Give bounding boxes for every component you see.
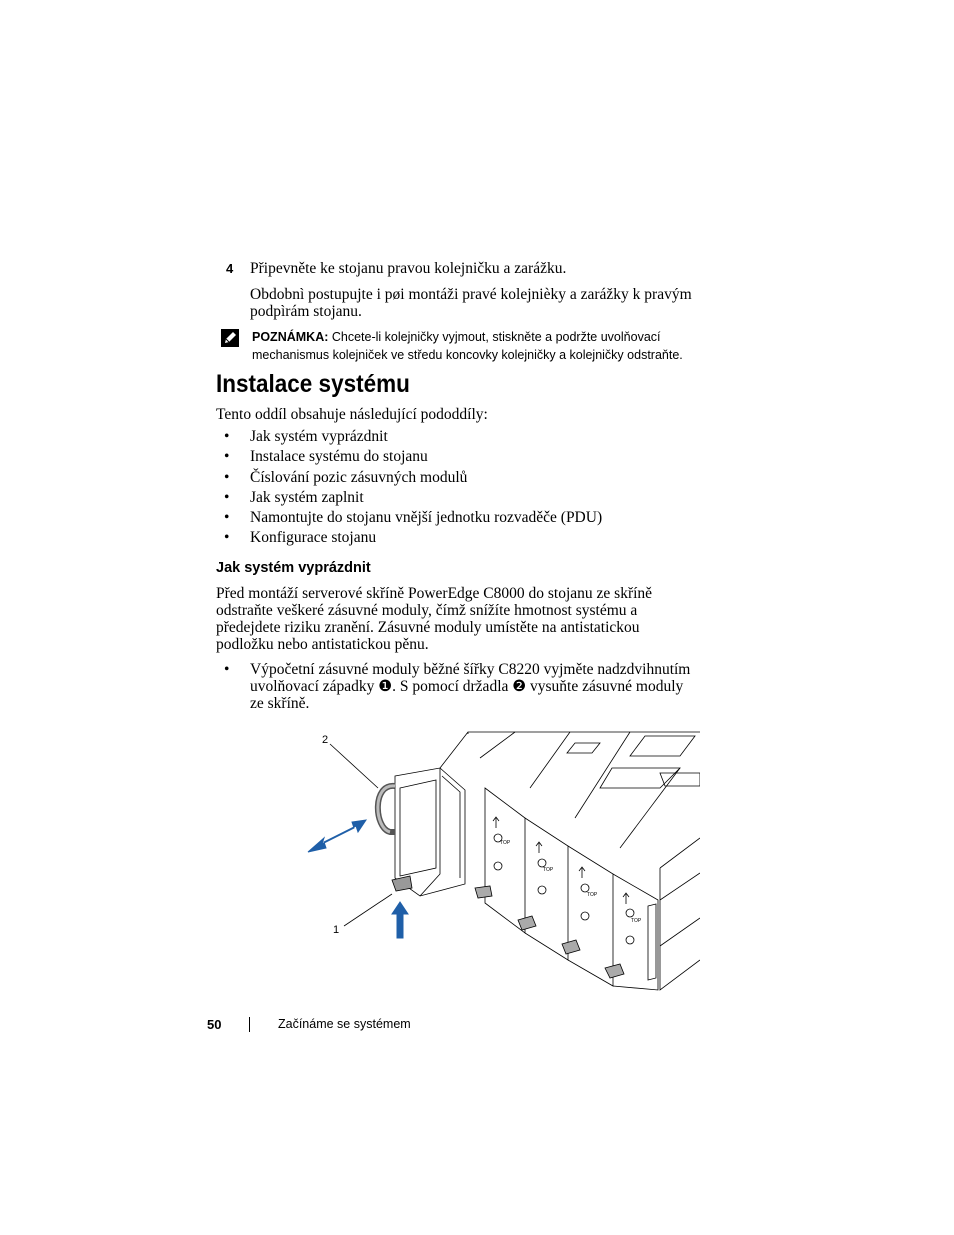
list-item: • Jak systém zaplnit bbox=[224, 489, 602, 509]
list-item: • Jak systém vyprázdnit bbox=[224, 428, 602, 448]
callout-2-label: 2 bbox=[322, 734, 329, 746]
note-label: POZNÁMKA: bbox=[252, 330, 329, 344]
section-title: Instalace systému bbox=[216, 370, 410, 398]
list-item: • Číslování pozic zásuvných modulů bbox=[224, 469, 602, 489]
footer-chapter-title: Začínáme se systémem bbox=[278, 1017, 411, 1031]
instruction-line-2: uvolňovací západky ❶. S pomocí držadla ❷ vysuňte zásuvné moduly bbox=[250, 678, 684, 695]
paragraph-line-1: Před montáží serverové skříně PowerEdge C8000 do stojanu ze skříně bbox=[216, 585, 653, 602]
slot-top-label: TOP bbox=[631, 918, 642, 924]
list-item: • Konfigurace stojanu bbox=[224, 529, 602, 549]
bullet-dot: • bbox=[224, 661, 230, 678]
callout-1-label: 1 bbox=[333, 924, 340, 936]
section-intro: Tento oddíl obsahuje následující pododdíly: bbox=[216, 406, 488, 423]
note-line-1: Chcete-li kolejničky vyjmout, stiskněte a podržte uvolňovací bbox=[331, 330, 661, 344]
step-text: Připevněte ke stojanu pravou kolejničku a zarážku. bbox=[250, 260, 567, 277]
step-number: 4 bbox=[226, 261, 234, 276]
paragraph-line-2: odstraňte veškeré zásuvné moduly, čímž snížíte hmotnost systému a bbox=[216, 602, 638, 619]
footer-divider bbox=[249, 1017, 250, 1032]
note-pencil-icon bbox=[220, 328, 240, 348]
subsection-paragraph bbox=[216, 585, 686, 653]
sled-removal-illustration bbox=[300, 728, 700, 998]
instruction-text bbox=[250, 661, 712, 712]
instruction-line-1: Výpočetní zásuvné moduly běžné šířky C8220 vyjměte nadzdvihnutím bbox=[250, 661, 691, 678]
paragraph-line-4: podložku nebo antistatickou pěnu. bbox=[216, 636, 429, 653]
slide-direction-arrow-icon bbox=[308, 820, 366, 852]
instruction-line-3: ze skříně. bbox=[250, 695, 310, 712]
step-subtext-line-2: podpìrám stojanu. bbox=[250, 303, 362, 320]
lift-latch-arrow-icon bbox=[392, 902, 408, 938]
list-item: • Namontujte do stojanu vnější jednotku rozvaděče (PDU) bbox=[224, 509, 602, 529]
paragraph-line-3: předejdete riziku zranění. Zásuvné moduly umístěte na antistatickou bbox=[216, 619, 640, 636]
subsection-list bbox=[224, 428, 602, 550]
subsection-title: Jak systém vyprázdnit bbox=[216, 560, 371, 576]
list-item: • Instalace systému do stojanu bbox=[224, 448, 602, 468]
step-subtext-line-1: Obdobnì postupujte i pøi montáži pravé kolejnièky a zarážky k pravým bbox=[250, 286, 692, 303]
page-number: 50 bbox=[207, 1017, 222, 1032]
slot-top-label: TOP bbox=[543, 867, 554, 873]
note-line-2: mechanismus kolejniček ve středu koncovky kolejničky a kolejničky odstraňte. bbox=[252, 348, 683, 362]
note-box bbox=[252, 328, 692, 364]
step-subtext bbox=[250, 286, 720, 320]
slot-top-label: TOP bbox=[500, 840, 511, 846]
slot-top-label: TOP bbox=[587, 892, 598, 898]
